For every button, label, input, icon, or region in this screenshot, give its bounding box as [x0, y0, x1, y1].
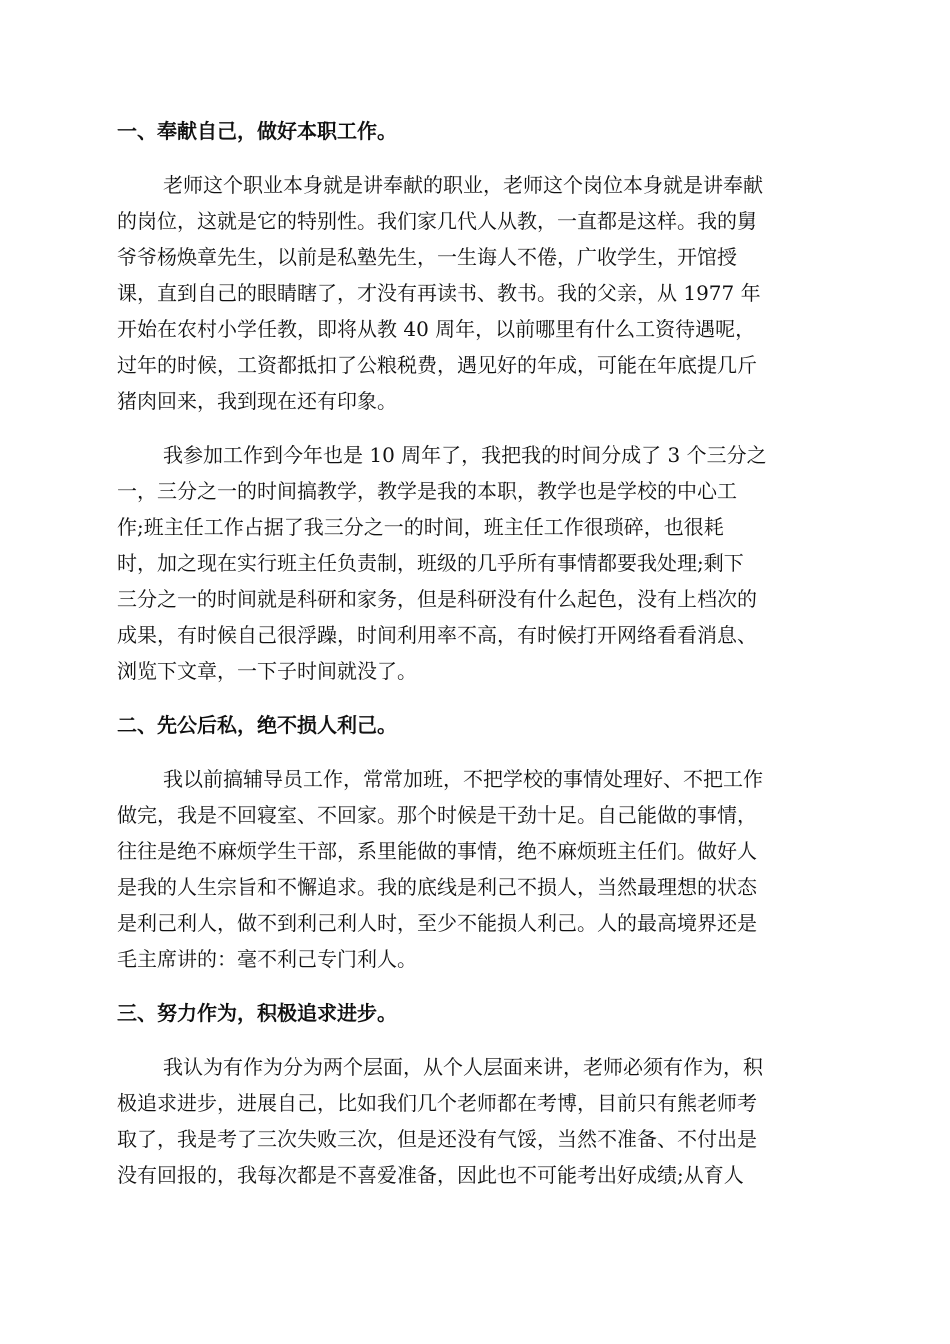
text-line: 三分之一的时间就是科研和家务，但是科研没有什么起色，没有上档次的 — [117, 587, 757, 611]
section-heading: 三、努力作为，积极追求进步。 — [117, 1001, 397, 1025]
text-line: 猪肉回来，我到现在还有印象。 — [117, 389, 397, 413]
text-line: 课，直到自己的眼睛瞎了，才没有再读书、教书。我的父亲，从 1977 年 — [117, 281, 761, 305]
text-line: 作;班主任工作占据了我三分之一的时间，班主任工作很琐碎，也很耗 — [117, 515, 724, 539]
text-line: 没有回报的，我每次都是不喜爱准备，因此也不可能考出好成绩;从育人 — [117, 1163, 744, 1187]
section-heading: 二、先公后私，绝不损人利己。 — [117, 713, 397, 737]
text-line: 过年的时候，工资都抵扣了公粮税费，遇见好的年成，可能在年底提几斤 — [117, 353, 757, 377]
text-line: 毛主席讲的：毫不利己专门利人。 — [117, 947, 417, 971]
text-line: 我参加工作到今年也是 10 周年了，我把我的时间分成了 3 个三分之 — [163, 443, 767, 467]
text-line: 做完，我是不回寝室、不回家。那个时候是干劲十足。自己能做的事情， — [117, 803, 757, 827]
text-line: 极追求进步，进展自己，比如我们几个老师都在考博，目前只有熊老师考 — [117, 1091, 757, 1115]
text-line: 往往是绝不麻烦学生干部，系里能做的事情，绝不麻烦班主任们。做好人 — [117, 839, 757, 863]
text-line: 取了，我是考了三次失败三次，但是还没有气馁，当然不准备、不付出是 — [117, 1127, 757, 1151]
text-line: 老师这个职业本身就是讲奉献的职业，老师这个岗位本身就是讲奉献 — [163, 173, 763, 197]
text-line: 成果，有时候自己很浮躁，时间利用率不高，有时候打开网络看看消息、 — [117, 623, 757, 647]
paragraph — [117, 1049, 833, 1193]
text-line: 的岗位，这就是它的特别性。我们家几代人从教，一直都是这样。我的舅 — [117, 209, 757, 233]
text-line: 时，加之现在实行班主任负责制，班级的几乎所有事情都要我处理;剩下 — [117, 551, 744, 575]
text-line: 一，三分之一的时间搞教学，教学是我的本职，教学也是学校的中心工 — [117, 479, 737, 503]
text-line: 我认为有作为分为两个层面，从个人层面来讲，老师必须有作为，积 — [163, 1055, 763, 1079]
paragraph — [117, 167, 833, 419]
text-line: 是我的人生宗旨和不懈追求。我的底线是利己不损人，当然最理想的状态 — [117, 875, 757, 899]
text-line: 我以前搞辅导员工作，常常加班，不把学校的事情处理好、不把工作 — [163, 767, 763, 791]
text-line: 浏览下文章，一下子时间就没了。 — [117, 659, 417, 683]
paragraph — [117, 761, 833, 977]
text-line: 爷爷杨焕章先生，以前是私塾先生，一生诲人不倦，广收学生，开馆授 — [117, 245, 737, 269]
section-heading: 一、奉献自己，做好本职工作。 — [117, 119, 397, 143]
document-body — [117, 113, 833, 1211]
paragraph — [117, 437, 833, 689]
text-line: 开始在农村小学任教，即将从教 40 周年，以前哪里有什么工资待遇呢， — [117, 317, 756, 341]
text-line: 是利己利人，做不到利己利人时，至少不能损人利己。人的最高境界还是 — [117, 911, 757, 935]
